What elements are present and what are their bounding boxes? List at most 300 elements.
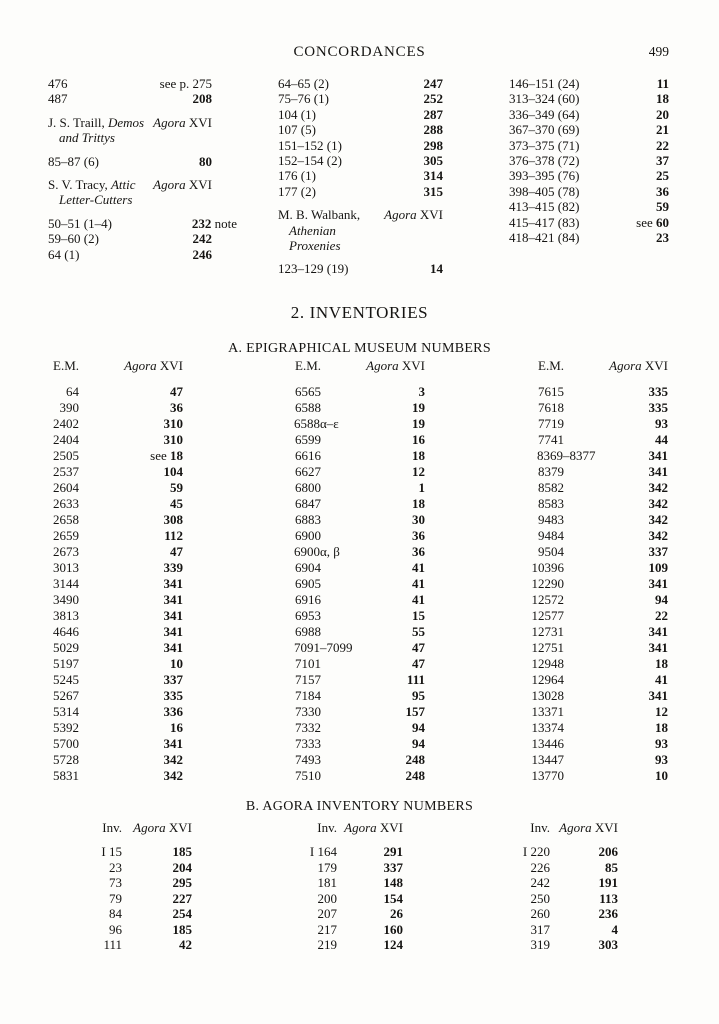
concordance-column-1 <box>48 76 237 262</box>
concordance-entry <box>278 91 443 106</box>
agora-number: 342 <box>648 528 668 543</box>
inv-number: 23 <box>109 859 122 875</box>
agora-number: 342 <box>648 480 668 495</box>
em-row <box>272 384 425 400</box>
agora-number: 341 <box>648 448 668 463</box>
agora-number: 45 <box>170 496 183 511</box>
em-number: 6627 <box>295 464 321 479</box>
number-column-header: Inv. <box>102 820 122 835</box>
agora-number: 36 <box>170 400 183 415</box>
inv-number: 181 <box>317 875 337 890</box>
em-row <box>30 544 183 560</box>
entry-page-ref: 287 <box>423 106 443 122</box>
em-number: 5831 <box>53 768 79 783</box>
agora-number: 308 <box>163 512 183 527</box>
concordance-column-3 <box>509 76 669 245</box>
concordance-entry <box>509 168 669 183</box>
em-number: 2537 <box>53 464 79 479</box>
entry-label: 123–129 (19) <box>278 261 349 277</box>
em-row <box>272 624 425 640</box>
entry-page-ref: 22 <box>656 137 669 153</box>
em-number: 2673 <box>53 544 79 559</box>
em-number: 6883 <box>295 512 321 527</box>
inv-number: 73 <box>109 875 122 890</box>
author-name-line1 <box>278 207 384 222</box>
em-row <box>272 704 425 720</box>
inv-number: I 164 <box>309 844 337 859</box>
author-name-line2 <box>278 223 384 254</box>
em-row <box>30 400 183 416</box>
entry-label: 152–154 (2) <box>278 152 342 168</box>
agora-number: 335 <box>163 688 183 703</box>
em-row <box>515 384 668 400</box>
entry-label: 75–76 (1) <box>278 91 329 107</box>
em-number: 6905 <box>295 576 321 591</box>
entry-label: 177 (2) <box>278 183 316 199</box>
em-number: 8583 <box>538 496 564 511</box>
agora-number: 148 <box>383 875 403 890</box>
entry-ref-suffix: note <box>211 215 237 231</box>
agora-number: 93 <box>655 736 668 751</box>
entry-page-ref: see p. 275 <box>159 76 212 91</box>
agora-italic: Agora <box>133 820 166 835</box>
agora-number: 204 <box>172 859 192 875</box>
em-row <box>272 528 425 544</box>
entry-page-ref: 20 <box>656 106 669 122</box>
agora-number: 26 <box>390 906 403 921</box>
entry-label: 418–421 (84) <box>509 229 580 245</box>
em-number: 8582 <box>538 480 564 495</box>
em-row <box>30 592 183 608</box>
em-row <box>515 560 668 576</box>
entry-label: 415–417 (83) <box>509 214 580 230</box>
agora-italic: Agora <box>559 820 592 835</box>
agora-italic: Agora <box>153 176 186 192</box>
entry-label: 336–349 (64) <box>509 106 580 122</box>
inv-row <box>277 844 403 860</box>
em-row <box>272 640 425 656</box>
em-number: 12290 <box>531 576 564 591</box>
agora-number: 342 <box>163 752 183 767</box>
em-number: 6900 <box>295 528 321 543</box>
agora-italic: Agora <box>124 358 157 373</box>
column-header-row <box>62 820 192 844</box>
concordance-entry <box>509 184 669 199</box>
em-row <box>515 416 668 432</box>
inv-row <box>277 891 403 907</box>
entry-label: 85–87 (6) <box>48 153 99 169</box>
agora-number: 185 <box>172 921 192 937</box>
inv-row <box>490 891 618 907</box>
em-number: 6800 <box>295 480 321 495</box>
agora-column-header: Agora XVI <box>124 358 183 373</box>
agora-volume-ref: Agora XVI <box>384 207 443 223</box>
em-column-3 <box>515 358 668 784</box>
em-row <box>30 736 183 752</box>
inv-number: 179 <box>317 859 337 875</box>
em-number: 10396 <box>531 560 564 575</box>
em-row <box>272 672 425 688</box>
entry-page-ref: 247 <box>423 76 443 91</box>
concordance-entry <box>278 153 443 168</box>
em-row <box>272 432 425 448</box>
entry-page-ref: 288 <box>423 122 443 138</box>
agora-number: 111 <box>406 672 425 687</box>
em-number: 7101 <box>295 656 321 671</box>
agora-number: 157 <box>405 704 425 719</box>
em-row <box>515 624 668 640</box>
em-row <box>272 608 425 624</box>
agora-column-header: Agora XVI <box>133 820 192 835</box>
em-row <box>515 688 668 704</box>
concordance-entry <box>48 247 212 262</box>
em-number: 2404 <box>53 432 79 447</box>
agora-number: 191 <box>598 875 618 890</box>
inv-number: 217 <box>317 921 337 937</box>
em-number: 6588α–ε <box>294 416 339 431</box>
agora-number: 30 <box>412 512 425 527</box>
entry-label: 151–152 (1) <box>278 137 342 153</box>
em-row <box>515 592 668 608</box>
agora-number: 42 <box>179 937 192 952</box>
agora-number: 10 <box>655 768 668 783</box>
em-number: 7332 <box>295 720 321 735</box>
em-number: 9483 <box>538 512 564 527</box>
entry-label: 373–375 (71) <box>509 137 580 153</box>
entry-page-ref: 11 <box>656 76 669 91</box>
agora-number: 336 <box>163 704 183 719</box>
agora-number: 337 <box>383 859 403 875</box>
em-row <box>30 416 183 432</box>
column-header-row <box>272 358 425 384</box>
inv-column-1 <box>62 820 192 953</box>
agora-number: 3 <box>418 384 425 399</box>
agora-number: 206 <box>598 844 618 859</box>
entry-page-ref: see 60 <box>636 214 669 230</box>
agora-italic: Agora <box>384 207 417 223</box>
agora-number: 85 <box>605 859 618 875</box>
entry-label: 146–151 (24) <box>509 76 580 91</box>
inv-row <box>277 875 403 891</box>
agora-number: 93 <box>655 752 668 767</box>
agora-number: 59 <box>170 480 183 495</box>
em-number: 3490 <box>53 592 79 607</box>
agora-number: 18 <box>655 656 668 671</box>
em-number: 2658 <box>53 512 79 527</box>
em-number: 5392 <box>53 720 79 735</box>
em-row <box>272 736 425 752</box>
agora-number: 4 <box>611 921 618 937</box>
inv-row <box>490 922 618 938</box>
em-row <box>272 576 425 592</box>
agora-number: 104 <box>163 464 183 479</box>
author-name <box>48 177 136 208</box>
inv-number: 317 <box>530 921 550 937</box>
em-row <box>515 512 668 528</box>
em-row <box>515 656 668 672</box>
em-number: 5728 <box>53 752 79 767</box>
agora-number: 185 <box>172 844 192 859</box>
em-number: 7091–7099 <box>294 640 353 655</box>
agora-volume-ref: Agora XVI <box>153 114 212 130</box>
agora-number: 109 <box>648 560 668 575</box>
agora-italic: Agora <box>609 358 642 373</box>
concordance-entry <box>278 184 443 199</box>
em-row <box>272 464 425 480</box>
em-row <box>30 464 183 480</box>
agora-volume-ref: Agora XVI <box>153 176 212 192</box>
agora-number: 342 <box>648 496 668 511</box>
agora-number: 124 <box>383 937 403 952</box>
em-row <box>272 752 425 768</box>
agora-italic: Agora <box>344 820 377 835</box>
em-number: 3013 <box>53 560 79 575</box>
entry-page-ref: 232 note <box>191 215 237 231</box>
entry-label: 487 <box>48 91 68 107</box>
em-number: 12731 <box>531 624 564 639</box>
entry-label: 64–65 (2) <box>278 76 329 91</box>
em-row <box>30 496 183 512</box>
em-row <box>30 704 183 720</box>
em-row <box>30 448 183 464</box>
em-number: 6599 <box>295 432 321 447</box>
inv-column-3 <box>490 820 618 953</box>
em-row <box>515 400 668 416</box>
agora-number: 254 <box>172 906 192 921</box>
entry-page-ref: 21 <box>656 122 669 138</box>
agora-number: 339 <box>163 560 183 575</box>
concordance-author-entry <box>278 207 443 253</box>
agora-number: 154 <box>383 890 403 906</box>
em-row <box>515 432 668 448</box>
entry-label: 313–324 (60) <box>509 91 580 107</box>
concordance-entry <box>278 168 443 183</box>
entry-ref-prefix: see <box>636 214 656 230</box>
inv-number: 84 <box>109 906 122 921</box>
inv-number: 250 <box>530 890 550 906</box>
entry-label: 398–405 (78) <box>509 183 580 199</box>
see-prefix: see <box>150 448 170 463</box>
concordance-entry <box>278 261 443 276</box>
agora-number: 335 <box>648 384 668 399</box>
section-b-heading: B. AGORA INVENTORY NUMBERS <box>245 799 474 814</box>
em-row <box>515 480 668 496</box>
em-row <box>515 752 668 768</box>
em-row <box>515 464 668 480</box>
inv-number: 226 <box>530 859 550 875</box>
concordance-entry <box>48 215 237 231</box>
concordance-entry <box>278 138 443 153</box>
em-row <box>30 720 183 736</box>
inv-row <box>277 906 403 922</box>
em-row <box>272 656 425 672</box>
author-name <box>278 207 384 253</box>
agora-number: 248 <box>405 768 425 783</box>
agora-number: 36 <box>412 544 425 559</box>
agora-number: 227 <box>172 890 192 906</box>
em-number: 7510 <box>295 768 321 783</box>
em-row <box>515 736 668 752</box>
em-column-1 <box>30 358 183 784</box>
em-number: 6900α, β <box>294 544 340 559</box>
em-row <box>515 448 668 464</box>
author-name-text: M. B. Walbank, <box>278 207 361 223</box>
em-number: 6988 <box>295 624 321 639</box>
entry-label: 393–395 (76) <box>509 168 580 184</box>
em-number: 5245 <box>53 672 79 687</box>
inv-number: 79 <box>109 890 122 906</box>
em-row <box>515 672 668 688</box>
em-number: 6904 <box>295 560 321 575</box>
agora-number: 41 <box>412 560 425 575</box>
inv-row <box>62 875 192 891</box>
agora-number: 341 <box>163 576 183 591</box>
em-number: 9504 <box>538 544 564 559</box>
agora-number: 16 <box>170 720 183 735</box>
entry-page-ref: 25 <box>656 168 669 184</box>
em-number: 13447 <box>531 752 564 767</box>
em-number: 2402 <box>53 416 79 431</box>
inv-row <box>62 891 192 907</box>
em-row <box>515 544 668 560</box>
em-row <box>30 576 183 592</box>
agora-number: 19 <box>412 416 425 431</box>
agora-number: 341 <box>648 624 668 639</box>
agora-number: 47 <box>170 544 183 559</box>
agora-number: 16 <box>412 432 425 447</box>
author-name-text: S. V. Tracy, <box>48 176 111 192</box>
inv-row <box>490 844 618 860</box>
em-number: 6847 <box>295 496 321 511</box>
entry-label: 50–51 (1–4) <box>48 215 112 231</box>
em-number: 12751 <box>531 640 564 655</box>
inv-number: 319 <box>530 937 550 952</box>
em-number: 64 <box>66 384 79 399</box>
agora-number: 337 <box>163 672 183 687</box>
work-title-part2: Athenian Proxenies <box>289 222 341 253</box>
em-number: 6616 <box>295 448 321 463</box>
em-number: 7333 <box>295 736 321 751</box>
number-column-header: Inv. <box>530 820 550 835</box>
em-number: 7615 <box>538 384 564 399</box>
inv-number: 260 <box>530 906 550 921</box>
agora-number: 236 <box>598 906 618 921</box>
entry-page-ref: 37 <box>656 152 669 168</box>
em-number: 13028 <box>531 688 564 703</box>
entry-page-ref: 208 <box>192 91 212 107</box>
em-row <box>30 432 183 448</box>
agora-number: 47 <box>412 640 425 655</box>
em-number: 7330 <box>295 704 321 719</box>
entry-page-ref: 18 <box>656 91 669 107</box>
inv-row <box>62 844 192 860</box>
agora-number: 342 <box>163 768 183 783</box>
concordance-entry <box>509 91 669 106</box>
agora-number: 12 <box>412 464 425 479</box>
agora-column-header: Agora XVI <box>344 820 403 835</box>
agora-number: 18 <box>655 720 668 735</box>
agora-number: 248 <box>405 752 425 767</box>
agora-italic: Agora <box>153 114 186 130</box>
em-row <box>272 544 425 560</box>
em-row <box>515 640 668 656</box>
entry-page-ref: 252 <box>423 91 443 107</box>
em-number: 5197 <box>53 656 79 671</box>
entry-page-ref: 59 <box>656 199 669 215</box>
agora-number: 18 <box>412 448 425 463</box>
concordance-entry <box>509 199 669 214</box>
em-number: 9484 <box>538 528 564 543</box>
em-number: 12572 <box>531 592 564 607</box>
em-row <box>515 704 668 720</box>
concordance-entry <box>509 215 669 230</box>
agora-number: 310 <box>163 432 183 447</box>
em-number: 6565 <box>295 384 321 399</box>
inv-number: 242 <box>530 875 550 890</box>
agora-number: 341 <box>648 576 668 591</box>
number-column-header: E.M. <box>538 358 564 373</box>
agora-number: 295 <box>172 875 192 890</box>
em-row <box>30 640 183 656</box>
em-row <box>515 720 668 736</box>
concordance-entry <box>48 154 212 169</box>
entry-page-ref: 246 <box>192 246 212 262</box>
agora-italic: Agora <box>366 358 399 373</box>
entry-page-ref: 315 <box>423 183 443 199</box>
agora-number: 41 <box>412 576 425 591</box>
em-number: 2659 <box>53 528 79 543</box>
em-number: 13374 <box>531 720 564 735</box>
entry-page-ref: 305 <box>423 152 443 168</box>
column-header-row <box>515 358 668 384</box>
em-number: 7618 <box>538 400 564 415</box>
concordance-author-entry <box>48 177 212 208</box>
inv-row <box>490 937 618 953</box>
author-name-line1 <box>48 115 144 130</box>
em-row <box>30 560 183 576</box>
inv-row <box>277 860 403 876</box>
entry-page-ref: 298 <box>423 137 443 153</box>
em-number: 3813 <box>53 608 79 623</box>
concordance-entry <box>509 138 669 153</box>
agora-number: 36 <box>412 528 425 543</box>
work-title-part2: and Trittys <box>59 130 115 146</box>
em-row <box>30 608 183 624</box>
inv-number: I 15 <box>101 844 122 859</box>
concordance-entry <box>509 230 669 245</box>
em-number: 7493 <box>295 752 321 767</box>
em-number: 13770 <box>531 768 564 783</box>
em-row <box>515 576 668 592</box>
inv-number: 96 <box>109 921 122 937</box>
entry-page-ref: 314 <box>423 168 443 184</box>
agora-number: 10 <box>170 656 183 671</box>
concordance-entry <box>509 107 669 122</box>
agora-number: 94 <box>412 736 425 751</box>
inventories-heading: 2. INVENTORIES <box>290 303 429 322</box>
em-number: 390 <box>59 400 79 415</box>
entry-label: 64 (1) <box>48 246 80 262</box>
work-title-part1: Attic <box>110 176 136 192</box>
em-number: 12577 <box>531 608 564 623</box>
em-number: 7157 <box>295 672 321 687</box>
entry-page-ref: 80 <box>199 153 212 169</box>
agora-number: 341 <box>648 640 668 655</box>
inv-number: I 220 <box>522 844 550 859</box>
agora-number: 41 <box>655 672 668 687</box>
em-row <box>272 448 425 464</box>
concordance-entry <box>509 122 669 137</box>
